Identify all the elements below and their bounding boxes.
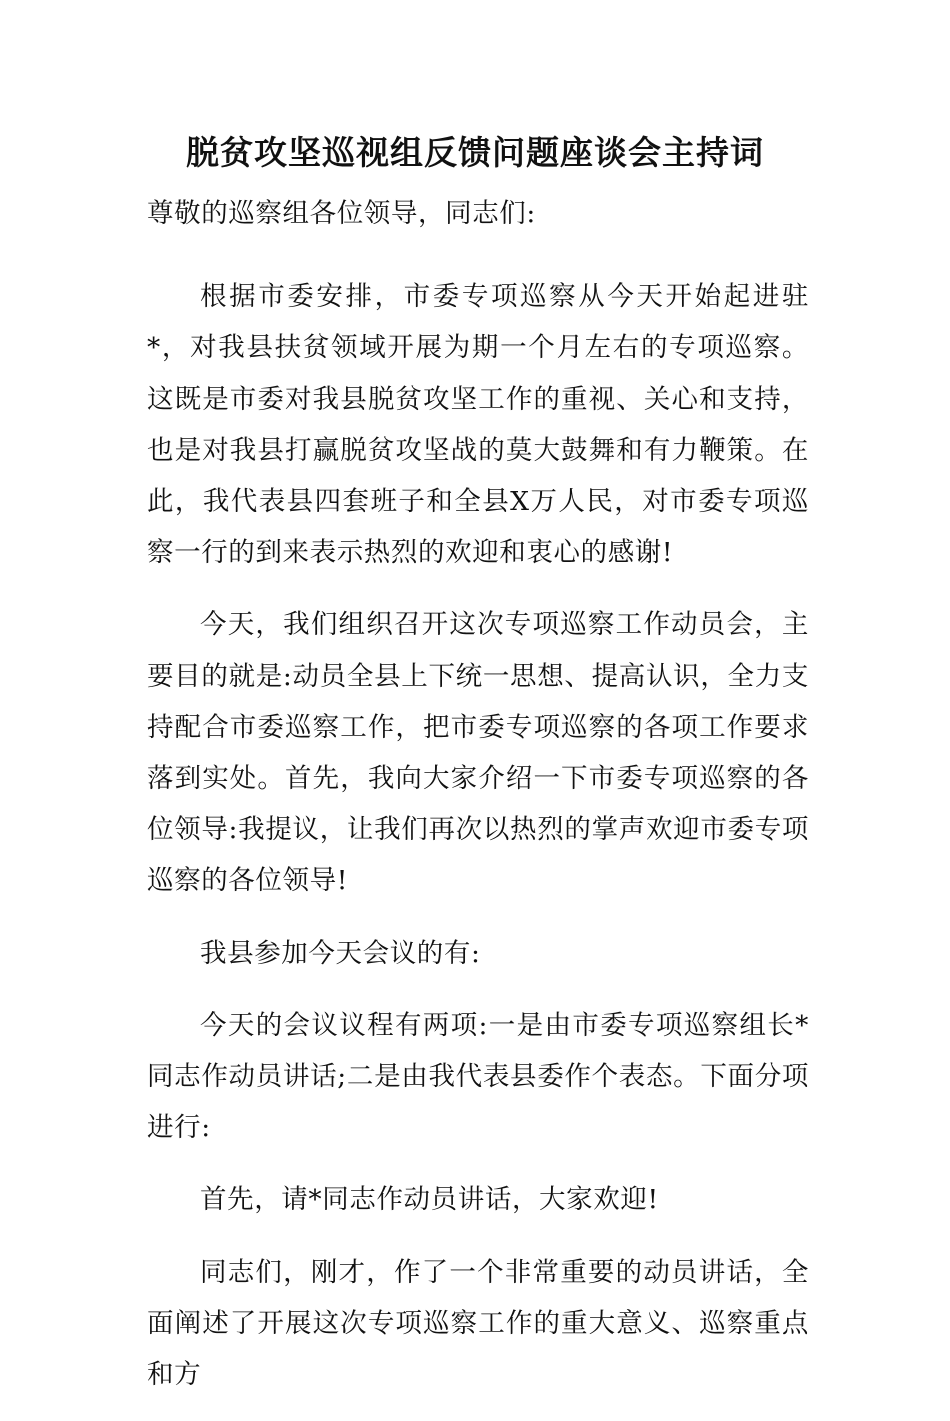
- paragraph: 同志们，刚才，作了一个非常重要的动员讲话，全面阐述了开展这次专项巡察工作的重大意义、巡察重点和方: [147, 1256, 809, 1391]
- paragraph: 今天的会议议程有两项:一是由市委专项巡察组长*同志作动员讲话;二是由我代表县委作个表态。下面分项进行:: [147, 1009, 809, 1144]
- document-body: [147, 188, 809, 1421]
- paragraph: 首先，请*同志作动员讲话，大家欢迎!: [200, 1184, 659, 1216]
- salutation: 尊敬的巡察组各位领导，同志们:: [147, 198, 536, 229]
- paragraph: 今天，我们组织召开这次专项巡察工作动员会，主要目的就是:动员全县上下统一思想、提高认识，全力支持配合市委巡察工作，把市委专项巡察的各项工作要求落到实处。首先，我向大家介绍一下市委专项巡察的各位领导:我提议，让我们再次以热烈的掌声欢迎市委专项巡察的各位领导!: [147, 609, 809, 897]
- document-title: 脱贫攻坚巡视组反馈问题座谈会主持词: [186, 133, 764, 172]
- paragraph: 根据市委安排，市委专项巡察从今天开始起进驻*，对我县扶贫领域开展为期一个月左右的专项巡察。这既是市委对我县脱贫攻坚工作的重视、关心和支持，也是对我县打赢脱贫攻坚战的莫大鼓舞和有力鞭策。在此，我代表县四套班子和全县X万人民，对市委专项巡察一行的到来表示热烈的欢迎和衷心的感谢!: [147, 281, 809, 569]
- paragraph: 我县参加今天会议的有:: [200, 937, 481, 969]
